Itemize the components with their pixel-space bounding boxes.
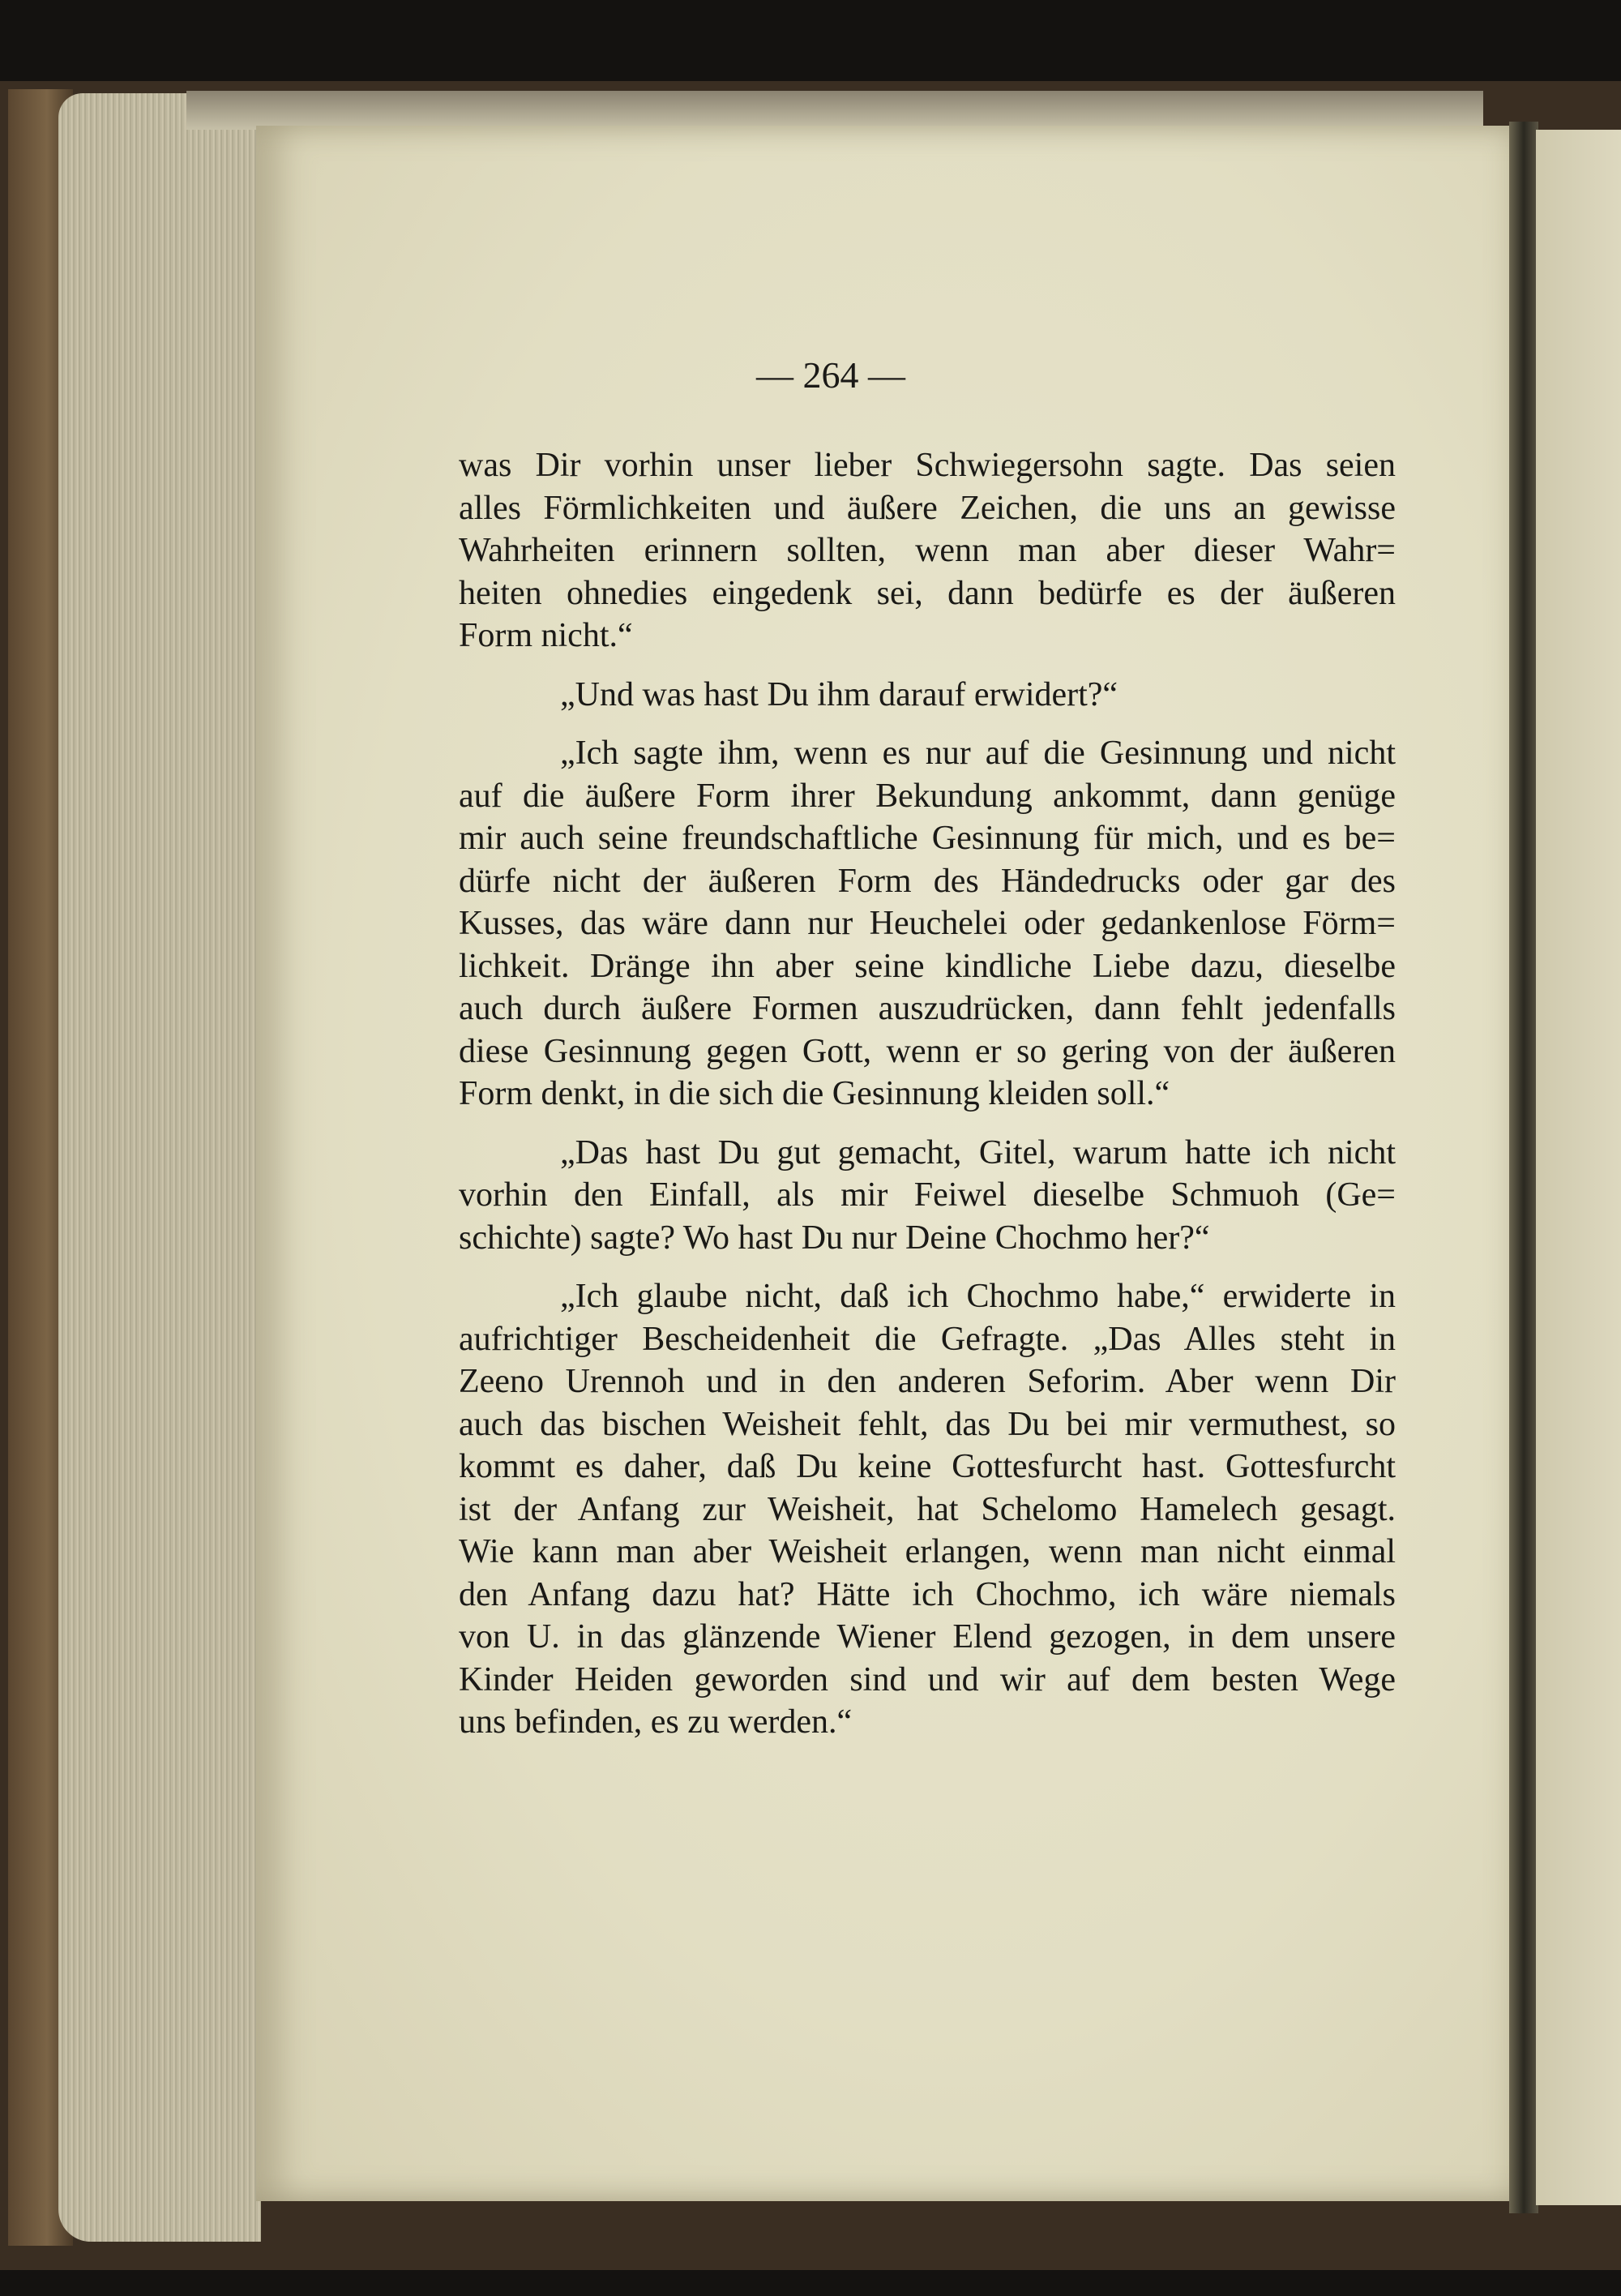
- text-line: aufrichtiger Bescheidenheit die Gefragte. „Das Alles steht in: [459, 1320, 1396, 1358]
- text-line: lichkeit. Dränge ihn aber seine kindliche Liebe dazu, dieselbe: [459, 947, 1396, 985]
- text-line: „Das hast Du gut gemacht, Gitel, warum hatte ich nicht: [560, 1133, 1396, 1172]
- text-line: „Ich glaube nicht, daß ich Chochmo habe,“ erwiderte in: [560, 1278, 1396, 1315]
- text-line: mir auch seine freundschaftliche Gesinnung für mich, und es be=: [459, 820, 1396, 857]
- paragraph: [459, 732, 1396, 1116]
- text-line: uns befinden, es zu werden.“: [459, 1703, 853, 1741]
- text-line: vorhin den Einfall, als mir Feiwel dieselbe Schmuoh (Ge=: [459, 1176, 1396, 1214]
- paragraph: [459, 674, 1396, 717]
- paragraph: [459, 1132, 1396, 1260]
- facing-page-edge: [1536, 130, 1621, 2205]
- body-text: [459, 444, 1396, 1760]
- text-line: auch das bischen Weisheit fehlt, das Du bei mir vermuthest, so: [459, 1405, 1396, 1443]
- page-stack: [58, 93, 261, 2242]
- text-line: was Dir vorhin unser lieber Schwiegersohn sagte. Das seien: [459, 447, 1396, 484]
- text-line: kommt es daher, daß Du keine Gottesfurcht hast. Gottesfurcht: [459, 1448, 1396, 1485]
- text-line: heiten ohnedies eingedenk sei, dann bedürfe es der äußeren: [459, 574, 1396, 612]
- text-line: Wahrheiten erinnern sollten, wenn man aber dieser Wahr=: [459, 532, 1396, 569]
- text-line: Wie kann man aber Weisheit erlangen, wenn man nicht einmal: [459, 1533, 1396, 1570]
- paragraph: [459, 444, 1396, 658]
- text-line: „Und was hast Du ihm darauf erwidert?“: [560, 675, 1118, 713]
- text-line: ist der Anfang zur Weisheit, hat Schelomo Hamelech gesagt.: [459, 1490, 1396, 1528]
- text-line: schichte) sagte? Wo hast Du nur Deine Chochmo her?“: [459, 1219, 1210, 1257]
- text-line: dürfe nicht der äußeren Form des Händedrucks oder gar des: [459, 862, 1396, 900]
- page-number: — 264 —: [756, 354, 905, 396]
- paragraph: [459, 1275, 1396, 1744]
- text-line: auf die äußere Form ihrer Bekundung ankommt, dann genüge: [459, 777, 1396, 815]
- text-line: Form nicht.“: [459, 617, 633, 654]
- text-line: Kusses, das wäre dann nur Heuchelei oder gedankenlose Förm=: [459, 905, 1396, 942]
- book-gutter: [1509, 122, 1538, 2213]
- text-line: den Anfang dazu hat? Hätte ich Chochmo, ich wäre niemals: [459, 1575, 1396, 1613]
- text-line: von U. in das glänzende Wiener Elend gezogen, in dem unsere: [459, 1618, 1396, 1656]
- text-line: auch durch äußere Formen auszudrücken, dann fehlt jedenfalls: [459, 990, 1396, 1027]
- text-line: alles Förmlichkeiten und äußere Zeichen, die uns an gewisse: [459, 489, 1396, 527]
- text-line: Zeeno Urennoh und in den anderen Seforim. Aber wenn Dir: [459, 1363, 1396, 1400]
- text-line: „Ich sagte ihm, wenn es nur auf die Gesinnung und nicht: [560, 735, 1396, 772]
- text-line: Kinder Heiden geworden sind und wir auf dem besten Wege: [459, 1660, 1396, 1698]
- text-line: Form denkt, in die sich die Gesinnung kleiden soll.“: [459, 1075, 1170, 1112]
- text-line: diese Gesinnung gegen Gott, wenn er so gering von der äußeren: [459, 1032, 1396, 1070]
- page-stack-top: [186, 91, 1483, 130]
